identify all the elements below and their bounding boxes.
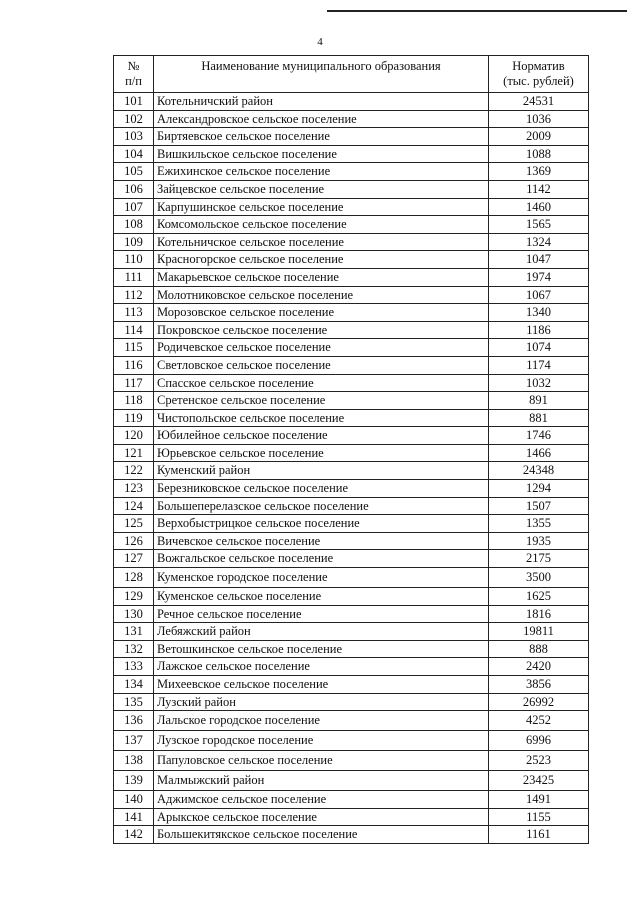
table-body xyxy=(114,93,589,844)
norm-value: 1088 xyxy=(489,145,589,163)
table-row xyxy=(114,392,589,410)
row-number: 115 xyxy=(114,339,154,357)
municipality-name: Лузский район xyxy=(154,693,489,711)
table-row xyxy=(114,640,589,658)
norm-value: 1491 xyxy=(489,791,589,809)
norm-value: 24348 xyxy=(489,462,589,480)
row-number: 105 xyxy=(114,163,154,181)
row-number: 136 xyxy=(114,711,154,731)
row-number: 122 xyxy=(114,462,154,480)
table-row xyxy=(114,550,589,568)
norm-value: 2175 xyxy=(489,550,589,568)
table-row xyxy=(114,791,589,809)
table-header-row xyxy=(114,56,589,93)
norm-value: 3500 xyxy=(489,568,589,588)
row-number: 133 xyxy=(114,658,154,676)
norm-value: 1625 xyxy=(489,588,589,606)
municipality-name: Красногорское сельское поселение xyxy=(154,251,489,269)
table-row xyxy=(114,93,589,111)
row-number: 123 xyxy=(114,480,154,498)
norm-value: 1161 xyxy=(489,826,589,844)
norm-value: 1935 xyxy=(489,532,589,550)
municipality-name: Вожгальское сельское поселение xyxy=(154,550,489,568)
page-number: 4 xyxy=(317,36,323,48)
municipality-name: Александровское сельское поселение xyxy=(154,110,489,128)
municipality-name: Березниковское сельское поселение xyxy=(154,480,489,498)
table-row xyxy=(114,515,589,533)
row-number: 111 xyxy=(114,268,154,286)
municipality-name: Верхобыстрицкое сельское поселение xyxy=(154,515,489,533)
municipality-name: Макарьевское сельское поселение xyxy=(154,268,489,286)
norm-value: 24531 xyxy=(489,93,589,111)
municipality-name: Михеевское сельское поселение xyxy=(154,676,489,694)
municipality-name: Лузское городское поселение xyxy=(154,731,489,751)
municipality-name: Комсомольское сельское поселение xyxy=(154,216,489,234)
norm-value: 1294 xyxy=(489,480,589,498)
table-row xyxy=(114,110,589,128)
row-number: 128 xyxy=(114,568,154,588)
row-number: 142 xyxy=(114,826,154,844)
table-row xyxy=(114,658,589,676)
table-row xyxy=(114,588,589,606)
norm-value: 1032 xyxy=(489,374,589,392)
norm-value: 1507 xyxy=(489,497,589,515)
municipality-name: Котельничское сельское поселение xyxy=(154,233,489,251)
row-number: 124 xyxy=(114,497,154,515)
norm-value: 1155 xyxy=(489,808,589,826)
norm-value: 2009 xyxy=(489,128,589,146)
municipality-name: Лебяжский район xyxy=(154,623,489,641)
norm-value: 1369 xyxy=(489,163,589,181)
row-number: 139 xyxy=(114,771,154,791)
row-number: 121 xyxy=(114,444,154,462)
table-row xyxy=(114,444,589,462)
norm-value: 1816 xyxy=(489,605,589,623)
table-row xyxy=(114,251,589,269)
municipality-name: Светловское сельское поселение xyxy=(154,356,489,374)
norm-value: 891 xyxy=(489,392,589,410)
table-row xyxy=(114,676,589,694)
table-row xyxy=(114,233,589,251)
norm-value: 1565 xyxy=(489,216,589,234)
row-number: 117 xyxy=(114,374,154,392)
municipality-name: Покровское сельское поселение xyxy=(154,321,489,339)
table-row xyxy=(114,731,589,751)
municipality-name: Аджимское сельское поселение xyxy=(154,791,489,809)
municipality-name: Чистопольское сельское поселение xyxy=(154,409,489,427)
table-row xyxy=(114,409,589,427)
norm-value: 1355 xyxy=(489,515,589,533)
row-number: 112 xyxy=(114,286,154,304)
norm-value: 1142 xyxy=(489,180,589,198)
row-number: 104 xyxy=(114,145,154,163)
table-row xyxy=(114,128,589,146)
municipality-name: Карпушинское сельское поселение xyxy=(154,198,489,216)
table-row xyxy=(114,462,589,480)
row-number: 108 xyxy=(114,216,154,234)
row-number: 106 xyxy=(114,180,154,198)
row-number: 130 xyxy=(114,605,154,623)
municipality-name: Речное сельское поселение xyxy=(154,605,489,623)
table-row xyxy=(114,145,589,163)
row-number: 110 xyxy=(114,251,154,269)
norm-value: 2420 xyxy=(489,658,589,676)
row-number: 127 xyxy=(114,550,154,568)
norm-value: 1746 xyxy=(489,427,589,445)
municipality-name: Лажское сельское поселение xyxy=(154,658,489,676)
municipality-name: Большекитякское сельское поселение xyxy=(154,826,489,844)
norm-value: 3856 xyxy=(489,676,589,694)
municipality-name: Сретенское сельское поселение xyxy=(154,392,489,410)
norm-value: 1074 xyxy=(489,339,589,357)
row-number: 132 xyxy=(114,640,154,658)
municipality-name: Ежихинское сельское поселение xyxy=(154,163,489,181)
row-number: 109 xyxy=(114,233,154,251)
municipality-name: Куменское городское поселение xyxy=(154,568,489,588)
row-number: 137 xyxy=(114,731,154,751)
header-number: № п/п xyxy=(114,56,154,93)
norm-value: 6996 xyxy=(489,731,589,751)
table-row xyxy=(114,180,589,198)
municipality-name: Ветошкинское сельское поселение xyxy=(154,640,489,658)
row-number: 102 xyxy=(114,110,154,128)
header-value: Норматив (тыс. рублей) xyxy=(489,56,589,93)
header-name: Наименование муниципального образования xyxy=(154,56,489,93)
norm-value: 1466 xyxy=(489,444,589,462)
municipality-name: Папуловское сельское поселение xyxy=(154,751,489,771)
municipality-name: Вичевское сельское поселение xyxy=(154,532,489,550)
table-row xyxy=(114,497,589,515)
table-row xyxy=(114,826,589,844)
row-number: 126 xyxy=(114,532,154,550)
municipality-name: Морозовское сельское поселение xyxy=(154,304,489,322)
municipality-name: Спасское сельское поселение xyxy=(154,374,489,392)
norm-value: 23425 xyxy=(489,771,589,791)
table-row xyxy=(114,711,589,731)
norm-value: 888 xyxy=(489,640,589,658)
municipality-name: Лальское городское поселение xyxy=(154,711,489,731)
municipality-name: Котельничский район xyxy=(154,93,489,111)
table-row xyxy=(114,286,589,304)
table-row xyxy=(114,568,589,588)
norms-table xyxy=(113,55,589,844)
table-row xyxy=(114,808,589,826)
municipality-name: Малмыжский район xyxy=(154,771,489,791)
table-row xyxy=(114,356,589,374)
row-number: 125 xyxy=(114,515,154,533)
municipality-name: Молотниковское сельское поселение xyxy=(154,286,489,304)
norm-value: 1067 xyxy=(489,286,589,304)
row-number: 107 xyxy=(114,198,154,216)
norm-value: 1974 xyxy=(489,268,589,286)
row-number: 103 xyxy=(114,128,154,146)
table-row xyxy=(114,268,589,286)
table-row xyxy=(114,163,589,181)
table-row xyxy=(114,198,589,216)
municipality-name: Родичевское сельское поселение xyxy=(154,339,489,357)
municipality-name: Большеперелазское сельское поселение xyxy=(154,497,489,515)
table-row xyxy=(114,771,589,791)
row-number: 116 xyxy=(114,356,154,374)
municipality-name: Юбилейное сельское поселение xyxy=(154,427,489,445)
norm-value: 26992 xyxy=(489,693,589,711)
municipality-name: Юрьевское сельское поселение xyxy=(154,444,489,462)
municipality-name: Куменский район xyxy=(154,462,489,480)
table-row xyxy=(114,216,589,234)
top-rule xyxy=(327,10,627,12)
table-row xyxy=(114,623,589,641)
norm-value: 19811 xyxy=(489,623,589,641)
table-row xyxy=(114,605,589,623)
row-number: 113 xyxy=(114,304,154,322)
row-number: 141 xyxy=(114,808,154,826)
table-row xyxy=(114,480,589,498)
norm-value: 1340 xyxy=(489,304,589,322)
row-number: 129 xyxy=(114,588,154,606)
norm-value: 2523 xyxy=(489,751,589,771)
norm-value: 1324 xyxy=(489,233,589,251)
table-row xyxy=(114,693,589,711)
row-number: 134 xyxy=(114,676,154,694)
table-row xyxy=(114,374,589,392)
row-number: 138 xyxy=(114,751,154,771)
row-number: 120 xyxy=(114,427,154,445)
table-row xyxy=(114,304,589,322)
norm-value: 881 xyxy=(489,409,589,427)
table-row xyxy=(114,339,589,357)
municipality-name: Арыкское сельское поселение xyxy=(154,808,489,826)
norm-value: 1047 xyxy=(489,251,589,269)
municipality-name: Вишкильское сельское поселение xyxy=(154,145,489,163)
table-row xyxy=(114,532,589,550)
table-row xyxy=(114,751,589,771)
norm-value: 1036 xyxy=(489,110,589,128)
row-number: 118 xyxy=(114,392,154,410)
norm-value: 1186 xyxy=(489,321,589,339)
norm-value: 4252 xyxy=(489,711,589,731)
row-number: 131 xyxy=(114,623,154,641)
norm-value: 1460 xyxy=(489,198,589,216)
table-row xyxy=(114,427,589,445)
municipality-name: Куменское сельское поселение xyxy=(154,588,489,606)
row-number: 140 xyxy=(114,791,154,809)
table-row xyxy=(114,321,589,339)
norm-value: 1174 xyxy=(489,356,589,374)
row-number: 101 xyxy=(114,93,154,111)
municipality-name: Зайцевское сельское поселение xyxy=(154,180,489,198)
row-number: 114 xyxy=(114,321,154,339)
municipality-name: Биртяевское сельское поселение xyxy=(154,128,489,146)
row-number: 119 xyxy=(114,409,154,427)
row-number: 135 xyxy=(114,693,154,711)
